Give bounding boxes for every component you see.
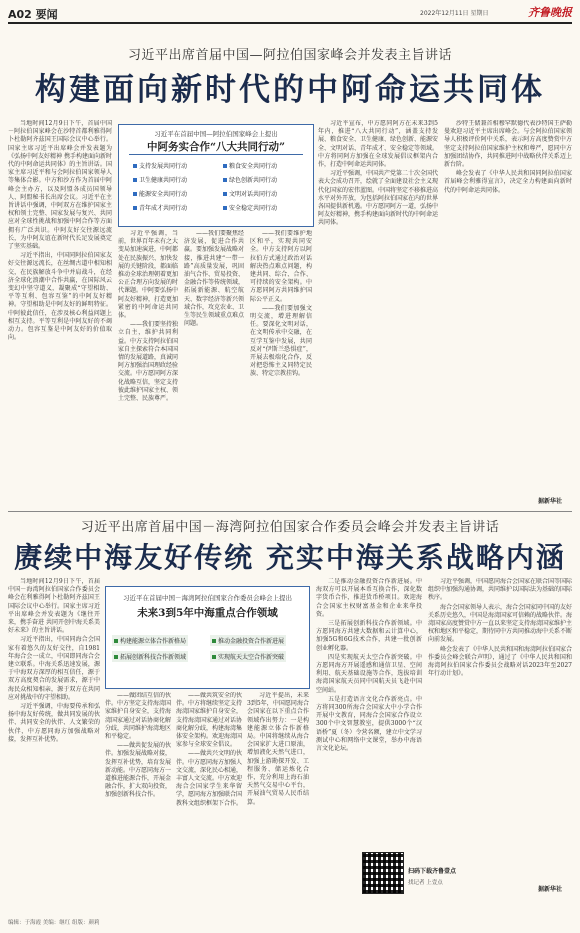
paragraph: 二是推动金融投资合作新进展。中海双方可以开展本币互换合作，深化数字货币合作，推进货币桥项目。欢迎海合会国家主权财富基金和企业来华投资。	[316, 578, 422, 618]
box-item: 绿色创新共同行动	[223, 175, 277, 184]
section-label: A02 要闻	[8, 8, 58, 21]
story2-column-2	[105, 692, 171, 908]
editor-credits: 编辑：于海霞 美编：继红 组版：颜莉	[8, 920, 100, 926]
box-title: 未来3到5年中海重点合作领域	[137, 607, 278, 619]
box-item: 能源安全共同行动	[133, 189, 187, 198]
action-plan-box	[118, 124, 314, 227]
paragraph: 习近平提出，未来3到5年，中国愿同海合会国家在以下重点合作领域作出努力：一是构建能源立体合作新格局。中国将继续从海合会国家扩大进口原油，增加液化天然气进口，加强上游勘探开发、工程服务、储运炼化合作，充分利用上海石油天然气交易中心平台，开展油气贸易人民币结算。	[247, 692, 309, 806]
box-item: 安全稳定共同行动	[223, 203, 277, 212]
paragraph: 习近平强调，中国愿同海合会国家在联合国等国际组织中加强沟通协调，共同维护以国际法为基础的国际秩序。	[428, 578, 572, 602]
story2-kicker: 习近平出席首届中国－海湾阿拉伯国家合作委员会峰会并发表主旨讲话	[80, 520, 500, 535]
box-item: 文明对话共同行动	[223, 189, 277, 198]
paragraph: 四是实现航天太空合作新突破。中方愿同海方开展遥感和通信卫星、空间利用、航天基础设施等合作，选拔培训海湾国家航天员同中国航天员飞赴中国空间站。	[316, 653, 422, 694]
box-item: 青年成才共同行动	[133, 203, 187, 212]
paragraph: ——我们要维护地区和平，实现共同安全。中方支持阿方以阿拉伯方式通过政治对话解决热点难点问题，构建共同、综合、合作、可持续的安全架构。中方愿同阿方共同维护国际公平正义。	[250, 230, 312, 303]
paragraph: 峰会发表了《中华人民共和国同阿拉伯国家首届峰会利雅得宣言》，决定全力构建面向新时代的中阿命运共同体。	[444, 170, 572, 194]
box-item: 粮食安全共同行动	[223, 161, 277, 170]
paragraph: 五是打造语言文化合作新亮点。中方将同300所海合会国家大中小学合作开展中文教育，同海合会国家合作设立300个中文智慧教室，提供3000个“汉语桥”夏（冬）令营名额，建立中文学习测试中心和网络中文课堂，举办中海语言文化论坛。	[316, 695, 422, 753]
paragraph: 沙特王储兼首相穆罕默德代表沙特国王萨勒曼欢迎习近平主席出席峰会。与会阿拉伯国家领导人积极评价阿中关系，表示阿方高度赞赏中方坚定支持阿拉伯国家维护主权和尊严，愿同中方加强团结协作，共同推进阿中战略伙伴关系迈上新台阶。	[444, 120, 572, 169]
story2-column-3	[176, 692, 242, 908]
bullet-icon	[133, 178, 137, 182]
bullet-icon	[133, 206, 137, 210]
paragraph: 当地时间12月9日下午，首届中国－海湾阿拉伯国家合作委员会峰会在利雅得阿卜杜勒阿齐兹国王国际会议中心举行。国家主席习近平出席峰会并发表题为《继往开来，携手奋进 共同开创中海关系美好未来》的主旨讲话。	[8, 578, 100, 635]
header-rule	[8, 22, 572, 24]
box-item: 推动金融投资合作新进展	[210, 635, 286, 646]
paragraph: 习近平宣布，中方愿同阿方在未来3到5年内，推进“八大共同行动”，涵盖支持发展、粮食安全、卫生健康、绿色创新、能源安全、文明对话、青年成才、安全稳定等领域。中方将同阿方加强在全球发展倡议框架内合作，打造中阿命运共同体。	[318, 120, 438, 169]
paragraph: ——我们要坚持独立自主，维护共同利益。中方支持阿拉伯国家自主探索符合本国国情的发展道路，真诚同阿方加强治国理政经验交流。中方愿同阿方深化战略互信，坚定支持彼此维护国家主权、领土完整、民族尊严。	[118, 321, 178, 403]
bullet-icon	[133, 192, 137, 196]
bullet-icon	[114, 639, 118, 643]
paragraph: ——我们要加强文明交流，增进理解信任。要深化文明对话，在文明传承中交融，在互学互鉴中发展，共同反对“伊斯兰恐惧症”，开展去极端化合作，反对把恐怖主义同特定民族、特定宗教挂钩。	[250, 304, 312, 378]
qr-label: 扫码下载齐鲁壹点	[408, 868, 457, 875]
story1-column-2	[118, 230, 178, 508]
box-item: 构建能源立体合作新格局	[112, 635, 188, 646]
story1-column-5	[318, 120, 438, 508]
story2-column-5	[316, 578, 422, 848]
paragraph: ——做共促发展的伙伴。加强发展战略对接，发挥互补优势，培育发展新动能。中方愿同海方一道推进能源合作，开展金融合作，扩大双向投资，加强创新科技合作。	[105, 742, 171, 799]
paragraph: 习近平强调，当前，世界百年未有之大变局加速演进，中阿都处在民族振兴、加快发展的关键阶段，都面临推动全球治理朝着更加公正合理方向发展的时代课题。中阿要弘扬中阿友好精神，打造更加紧密的中阿命运共同体。	[118, 230, 178, 320]
paragraph: 峰会发表了《中华人民共和国和海湾阿拉伯国家合作委员会峰会联合声明》，通过了《中华人民共和国和海湾阿拉伯国家合作委员会战略对话2023年至2027年行动计划》。	[428, 645, 572, 678]
paragraph: ——做共兴文明的伙伴。中方愿同海方加强人文交流，深化民心相通，丰富人文交流。中方欢迎海合会国家学生来华留学，愿同海方加强联合国教科文组织框架下合作。	[176, 750, 242, 807]
paragraph: 习近平强调，中国共产党第二十次全国代表大会成功召开，绘就了全面建设社会主义现代化国家的宏伟蓝图。中国将坚定不移推进高水平对外开放，为包括阿拉伯国家在内的世界各国提供新机遇。中方愿同阿方一道，弘扬中阿友好精神，携手构建面向新时代的中阿命运共同体。	[318, 170, 438, 227]
story1-kicker: 习近平出席首届中国—阿拉伯国家峰会并发表主旨讲话	[127, 48, 452, 63]
story1-byline: 据新华社	[538, 498, 563, 505]
section-divider	[8, 511, 572, 512]
paragraph: ——做团结互信的伙伴。中方坚定支持海湾国家维护自身安全，支持海湾国家通过对话协商化解分歧，共同维护海湾地区和平稳定。	[105, 692, 171, 741]
story1-column-4	[250, 230, 312, 508]
qr-links: 找记者 上壹点	[408, 880, 443, 886]
masthead-logo: 齐鲁晚报	[528, 6, 572, 19]
bullet-icon	[223, 192, 227, 196]
paragraph: 当地时间12月9日下午，首届中国－阿拉伯国家峰会在沙特首都利雅得阿卜杜勒阿齐兹国王国际会议中心举行。国家主席习近平出席峰会并发表题为《弘扬中阿友好精神 携手构建面向新时代的中阿命运共同体》的主旨讲话。国家主席习近平和与会阿拉伯国家领导人等集体合影。中方和沙方作为首届中阿峰会主办方，以及阿盟各成员国领导人、阿盟秘书长出席会议。习近平在主旨讲话中强调，中阿双方在维护国家主权和领土完整、国家发展与复兴、共同应对全球性挑战和加强中阿合作等方面拥有广泛共识。中阿友好交往源远流长，为中阿友谊在新时代长足发展奠定了坚实基础。	[8, 120, 112, 251]
bullet-icon	[223, 206, 227, 210]
story1-column-6	[444, 120, 572, 490]
box-item: 拓展创新科技合作新领域	[112, 651, 188, 662]
box-subtitle: 习近平在首届中国—阿拉伯国家峰会上提出	[154, 130, 278, 138]
story2-column-4	[247, 692, 309, 908]
bullet-icon	[223, 164, 227, 168]
paragraph: 海合会国家领导人表示，海合会国家同中国的友好关系历史悠久，中国是海湾国家可信赖的战略伙伴。海湾国家高度赞赏中方一直以来坚定支持海湾国家维护主权和地区和平稳定，期待同中方共同推动海中关系不断向前发展。	[428, 603, 572, 644]
box-subtitle: 习近平在首届中国－海湾阿拉伯国家合作委员会峰会上提出	[123, 594, 292, 602]
cooperation-areas-box	[105, 586, 310, 689]
bullet-icon	[212, 639, 216, 643]
box-item: 卫生健康共同行动	[133, 175, 187, 184]
paragraph: 习近平指出，中国同阿拉伯国家友好交往源远流长，在丝绸古道中相知相交，在民族解放斗争中并肩战斗，在经济全球化浪潮中合作共赢，在国际风云变幻中坚守道义，凝聚成“守望相助、平等互利、包容互鉴”的中阿友好精神。守望相助是中阿友好的鲜明特征。中阿彼此信任，在涉及核心利益问题上相互支持。平等互利是中阿友好的不竭动力。包容互鉴是中阿友好的价值取向。	[8, 252, 112, 342]
box-item: 实现航天太空合作新突破	[210, 651, 286, 662]
story2-byline: 据新华社	[538, 886, 563, 893]
story2-column-6	[428, 578, 572, 878]
issue-date: 2022年12月11日 星期日	[420, 10, 489, 17]
bullet-icon	[212, 655, 216, 659]
bullet-icon	[133, 164, 137, 168]
story1-column-3	[184, 230, 244, 508]
paragraph: 习近平指出，中国同海合会国家有着悠久的友好交往，自1981年海合会一成立，中国即同海合会建立联系。中海关系迅速发展，源于中海双方深厚的相互信任，源于双方高度契合的发展需求，源于中海民众相知相亲，源于双方在共同应对挑战中的守望相助。	[8, 636, 100, 701]
qr-code[interactable]	[362, 852, 404, 894]
story1-column-1	[8, 120, 112, 508]
bullet-icon	[114, 655, 118, 659]
paragraph: 习近平强调，中海要传承和弘扬中海友好传统，做共同发展的伙伴、共同安全的伙伴、人文繁荣的伙伴，中方愿同海方加强战略对接，发挥互补优势。	[8, 703, 100, 743]
paragraph: 三是拓展创新科技合作新领域。中方愿同海方共建大数据和云计算中心，加强5G和6G技术合作，共建一批创新创业孵化器。	[316, 620, 422, 652]
paragraph: ——我们要聚焦经济发展，促进合作共赢。要加强发展战略对接，推进共建“一带一路”高质量发展，巩固油气合作、贸易投资、金融合作等传统领域，拓展新能源、航空航天、数字经济等新兴领域合作，攻克农业、卫生等民生领域重点难点问题。	[184, 230, 244, 328]
paragraph: ——做共筑安全的伙伴。中方将继续坚定支持海湾国家维护自身安全，支持海湾国家通过对话协商化解分歧，构建海湾集体安全架构。欢迎海湾国家参与全球安全倡议。	[176, 692, 242, 749]
bullet-icon	[223, 178, 227, 182]
box-divider	[129, 154, 303, 155]
story1-headline: 构建面向新时代的中阿命运共同体	[35, 72, 545, 108]
story2-column-1	[8, 578, 100, 908]
box-title: 中阿务实合作“八大共同行动”	[146, 141, 286, 153]
story2-headline: 赓续中海友好传统 充实中海关系战略内涵	[14, 541, 566, 574]
box-item: 支持发展共同行动	[133, 161, 187, 170]
